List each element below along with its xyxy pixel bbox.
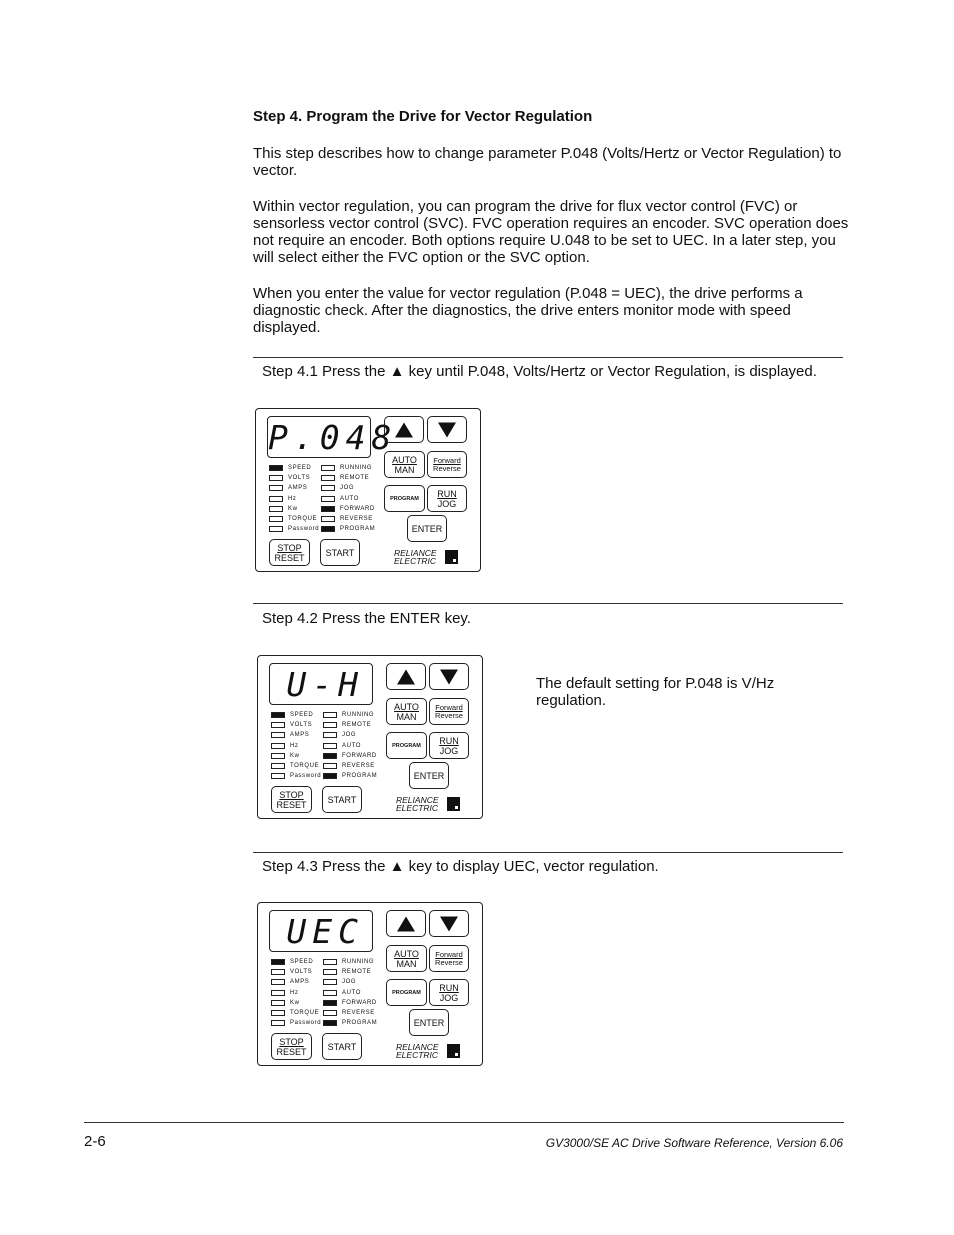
start-button[interactable]: START bbox=[322, 1033, 362, 1060]
led-light bbox=[323, 722, 337, 728]
down-arrow-button[interactable] bbox=[429, 663, 469, 690]
led-indicator bbox=[323, 998, 377, 1008]
led-indicator bbox=[269, 463, 319, 473]
led-light bbox=[323, 753, 337, 759]
run-jog-button[interactable]: RUN JOG bbox=[429, 732, 469, 759]
led-light bbox=[269, 526, 283, 532]
led-label: TORQUE bbox=[290, 1010, 320, 1017]
led-indicator bbox=[269, 504, 319, 514]
led-label: REMOTE bbox=[342, 722, 372, 729]
step-4-3: Step 4.3 Press the ▲ key to display UEC, vector regulation. bbox=[262, 858, 659, 875]
auto-man-button[interactable]: AUTO MAN bbox=[386, 945, 427, 972]
led-light bbox=[271, 969, 285, 975]
section-heading: Step 4. Program the Drive for Vector Regulation bbox=[253, 108, 593, 125]
led-light bbox=[321, 506, 335, 512]
led-indicator bbox=[269, 483, 319, 493]
led-indicator bbox=[323, 967, 377, 977]
led-indicator bbox=[271, 710, 321, 720]
led-label: Password bbox=[290, 773, 322, 780]
led-label: REMOTE bbox=[342, 969, 372, 976]
left-led-column bbox=[271, 957, 321, 1028]
led-label: RUNNING bbox=[340, 465, 373, 472]
led-label: Hz bbox=[290, 989, 299, 996]
led-label: JOG bbox=[342, 979, 357, 986]
brand-wordmark: RELIANCE ELECTRIC bbox=[394, 548, 437, 566]
led-indicator bbox=[323, 988, 377, 998]
program-button[interactable]: PROGRAM bbox=[384, 485, 425, 512]
led-indicator bbox=[271, 977, 321, 987]
led-label: Password bbox=[290, 1020, 322, 1027]
led-label: REVERSE bbox=[342, 1010, 375, 1017]
stop-reset-button[interactable]: STOP RESET bbox=[269, 539, 310, 566]
up-arrow-icon bbox=[395, 422, 413, 437]
led-label: FORWARD bbox=[342, 999, 377, 1006]
led-indicator bbox=[321, 504, 375, 514]
led-indicator bbox=[323, 1018, 377, 1028]
led-light bbox=[271, 959, 285, 965]
led-light bbox=[323, 990, 337, 996]
led-light bbox=[271, 1020, 285, 1026]
led-light bbox=[271, 990, 285, 996]
led-light bbox=[323, 979, 337, 985]
run-jog-button[interactable]: RUN JOG bbox=[427, 485, 467, 512]
led-label: AUTO bbox=[342, 989, 361, 996]
enter-button[interactable]: ENTER bbox=[409, 1009, 449, 1036]
right-led-column bbox=[323, 710, 377, 781]
led-light bbox=[269, 485, 283, 491]
led-label: TORQUE bbox=[288, 516, 318, 523]
led-light bbox=[323, 743, 337, 749]
led-label: TORQUE bbox=[290, 763, 320, 770]
led-light bbox=[321, 465, 335, 471]
led-indicator bbox=[271, 998, 321, 1008]
led-indicator bbox=[321, 463, 375, 473]
led-light bbox=[269, 465, 283, 471]
led-label: PROGRAM bbox=[342, 773, 378, 780]
led-indicator bbox=[271, 1018, 321, 1028]
led-indicator bbox=[269, 514, 319, 524]
led-indicator bbox=[269, 473, 319, 483]
led-label: AMPS bbox=[290, 979, 310, 986]
led-indicator bbox=[321, 524, 375, 534]
lcd-display: U-H bbox=[269, 663, 373, 705]
led-light bbox=[271, 753, 285, 759]
led-label: Kw bbox=[288, 505, 298, 512]
down-arrow-button[interactable] bbox=[427, 416, 467, 443]
stop-reset-button[interactable]: STOP RESET bbox=[271, 1033, 312, 1060]
right-led-column bbox=[323, 957, 377, 1028]
led-light bbox=[323, 763, 337, 769]
led-label: REMOTE bbox=[340, 475, 370, 482]
led-label: REVERSE bbox=[342, 763, 375, 770]
led-light bbox=[321, 485, 335, 491]
led-indicator bbox=[323, 751, 377, 761]
led-label: AUTO bbox=[340, 495, 359, 502]
led-indicator bbox=[271, 751, 321, 761]
led-light bbox=[271, 743, 285, 749]
led-label: FORWARD bbox=[342, 752, 377, 759]
led-light bbox=[269, 475, 283, 481]
led-light bbox=[323, 712, 337, 718]
led-indicator bbox=[323, 720, 377, 730]
step-4-2: Step 4.2 Press the ENTER key. bbox=[262, 610, 471, 627]
led-label: AUTO bbox=[342, 742, 361, 749]
step-4-1: Step 4.1 Press the ▲ key until P.048, Volts/Hertz or Vector Regulation, is displayed. bbox=[262, 363, 817, 380]
led-indicator bbox=[321, 473, 375, 483]
up-arrow-icon: ▲ bbox=[389, 363, 405, 380]
led-indicator bbox=[271, 720, 321, 730]
forward-reverse-button[interactable]: Forward Reverse bbox=[429, 945, 469, 972]
step-divider bbox=[253, 852, 843, 853]
led-light bbox=[271, 763, 285, 769]
led-light bbox=[323, 1000, 337, 1006]
led-label: RUNNING bbox=[342, 959, 375, 966]
enter-button[interactable]: ENTER bbox=[407, 515, 447, 542]
led-indicator bbox=[271, 730, 321, 740]
start-button[interactable]: START bbox=[322, 786, 362, 813]
led-indicator bbox=[323, 761, 377, 771]
led-label: JOG bbox=[340, 485, 355, 492]
led-label: AMPS bbox=[288, 485, 308, 492]
down-arrow-icon bbox=[440, 916, 458, 931]
led-light bbox=[323, 969, 337, 975]
step-divider bbox=[253, 603, 843, 604]
led-light bbox=[271, 979, 285, 985]
led-label: VOLTS bbox=[290, 722, 313, 729]
keypad-panel bbox=[257, 902, 483, 1066]
led-light bbox=[323, 1010, 337, 1016]
led-indicator bbox=[271, 761, 321, 771]
led-light bbox=[269, 506, 283, 512]
up-arrow-button[interactable] bbox=[384, 416, 424, 443]
reliance-logo-icon bbox=[447, 797, 460, 811]
led-light bbox=[271, 722, 285, 728]
up-arrow-button[interactable] bbox=[386, 663, 426, 690]
led-indicator bbox=[271, 967, 321, 977]
enter-button[interactable]: ENTER bbox=[409, 762, 449, 789]
program-button[interactable]: PROGRAM bbox=[386, 732, 427, 759]
led-label: PROGRAM bbox=[342, 1020, 378, 1027]
led-indicator bbox=[269, 524, 319, 534]
led-label: Password bbox=[288, 526, 320, 533]
led-indicator bbox=[323, 957, 377, 967]
led-light bbox=[271, 732, 285, 738]
led-label: Hz bbox=[290, 742, 299, 749]
led-indicator bbox=[269, 494, 319, 504]
led-indicator bbox=[323, 730, 377, 740]
led-indicator bbox=[323, 771, 377, 781]
led-label: AMPS bbox=[290, 732, 310, 739]
led-label: SPEED bbox=[288, 465, 312, 472]
program-button[interactable]: PROGRAM bbox=[386, 979, 427, 1006]
down-arrow-icon bbox=[440, 669, 458, 684]
auto-man-button[interactable]: AUTO MAN bbox=[384, 451, 425, 478]
led-indicator bbox=[323, 1008, 377, 1018]
led-light bbox=[323, 959, 337, 965]
brand-wordmark: RELIANCE ELECTRIC bbox=[396, 795, 439, 813]
led-light bbox=[321, 475, 335, 481]
led-label: VOLTS bbox=[290, 969, 313, 976]
page-number: 2-6 bbox=[84, 1133, 106, 1150]
left-led-column bbox=[269, 463, 319, 534]
led-light bbox=[271, 1000, 285, 1006]
led-label: Kw bbox=[290, 999, 300, 1006]
start-button[interactable]: START bbox=[320, 539, 360, 566]
auto-man-button[interactable]: AUTO MAN bbox=[386, 698, 427, 725]
led-indicator bbox=[271, 1008, 321, 1018]
brand-wordmark: RELIANCE ELECTRIC bbox=[396, 1042, 439, 1060]
led-indicator bbox=[271, 957, 321, 967]
led-indicator bbox=[271, 771, 321, 781]
led-light bbox=[321, 516, 335, 522]
led-indicator bbox=[271, 741, 321, 751]
led-label: Hz bbox=[288, 495, 297, 502]
run-jog-button[interactable]: RUN JOG bbox=[429, 979, 469, 1006]
led-light bbox=[271, 1010, 285, 1016]
led-label: Kw bbox=[290, 752, 300, 759]
led-label: RUNNING bbox=[342, 712, 375, 719]
right-led-column bbox=[321, 463, 375, 534]
led-light bbox=[271, 712, 285, 718]
led-indicator bbox=[323, 741, 377, 751]
led-light bbox=[269, 516, 283, 522]
led-light bbox=[323, 773, 337, 779]
step-divider bbox=[253, 357, 843, 358]
stop-reset-button[interactable]: STOP RESET bbox=[271, 786, 312, 813]
up-arrow-icon bbox=[397, 916, 415, 931]
lcd-display: UEC bbox=[269, 910, 373, 952]
forward-reverse-button[interactable]: Forward Reverse bbox=[427, 451, 467, 478]
reliance-logo-icon bbox=[447, 1044, 460, 1058]
reliance-logo-icon bbox=[445, 550, 458, 564]
led-label: SPEED bbox=[290, 712, 314, 719]
led-indicator bbox=[323, 977, 377, 987]
led-light bbox=[323, 1020, 337, 1026]
up-arrow-icon bbox=[397, 669, 415, 684]
led-indicator bbox=[271, 988, 321, 998]
keypad-panel bbox=[255, 408, 481, 572]
down-arrow-icon bbox=[438, 422, 456, 437]
vector-paragraph: Within vector regulation, you can program the drive for flux vector control (FVC) or sensorless vector control (SVC). FVC operation requires an encoder. SVC operation does not require an encoder. Both options require U.048 to be set to UEC. In a later step, you will select either the FVC option or the SVC option. bbox=[253, 198, 849, 266]
led-label: JOG bbox=[342, 732, 357, 739]
footer-divider bbox=[84, 1122, 844, 1123]
led-light bbox=[271, 773, 285, 779]
default-setting-note: The default setting for P.048 is V/Hz regulation. bbox=[536, 675, 775, 709]
led-label: SPEED bbox=[290, 959, 314, 966]
led-indicator bbox=[321, 494, 375, 504]
led-label: PROGRAM bbox=[340, 526, 376, 533]
forward-reverse-button[interactable]: Forward Reverse bbox=[429, 698, 469, 725]
lcd-display: P.048 bbox=[268, 418, 398, 457]
keypad-panel bbox=[257, 655, 483, 819]
intro-paragraph: This step describes how to change parameter P.048 (Volts/Hertz or Vector Regulation) to vector. bbox=[253, 145, 842, 179]
led-label: FORWARD bbox=[340, 505, 375, 512]
left-led-column bbox=[271, 710, 321, 781]
led-label: VOLTS bbox=[288, 475, 311, 482]
led-light bbox=[269, 496, 283, 502]
led-light bbox=[321, 526, 335, 532]
led-light bbox=[323, 732, 337, 738]
down-arrow-button[interactable] bbox=[429, 910, 469, 937]
up-arrow-icon: ▲ bbox=[389, 858, 405, 875]
document-title: GV3000/SE AC Drive Software Reference, Version 6.06 bbox=[545, 1136, 843, 1150]
led-indicator bbox=[321, 514, 375, 524]
led-light bbox=[321, 496, 335, 502]
led-indicator bbox=[321, 483, 375, 493]
diagnostic-paragraph: When you enter the value for vector regulation (P.048 = UEC), the drive performs a diagnostic check. After the diagnostics, the drive enters monitor mode with speed displayed. bbox=[253, 285, 803, 336]
led-label: REVERSE bbox=[340, 516, 373, 523]
led-indicator bbox=[323, 710, 377, 720]
up-arrow-button[interactable] bbox=[386, 910, 426, 937]
